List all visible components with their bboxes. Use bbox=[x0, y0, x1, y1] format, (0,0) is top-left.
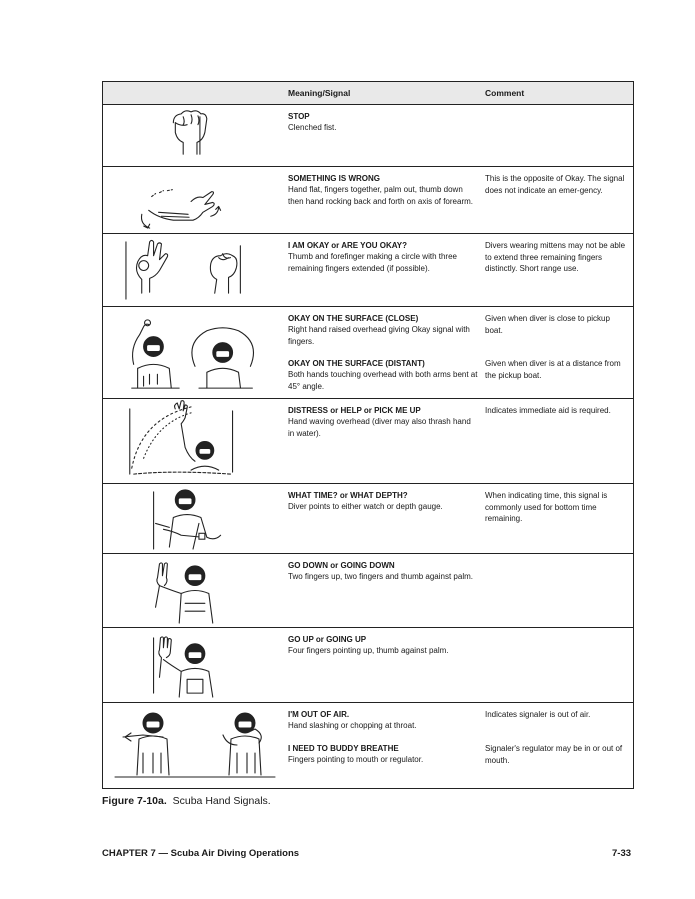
figure-caption bbox=[102, 795, 271, 807]
signal-title: GO UP or GOING UP bbox=[288, 635, 367, 644]
signal-description: Hand flat, fingers together, palm out, thumb down then hand rocking back and forth on axis of forearm. bbox=[288, 185, 473, 206]
signal-comment: This is the opposite of Okay. The signal does not indicate an emer-gency. bbox=[485, 174, 625, 195]
table-row bbox=[103, 484, 633, 554]
signal-title: OKAY ON THE SURFACE (DISTANT) bbox=[288, 359, 425, 368]
clenched-fist-illustration bbox=[103, 105, 287, 166]
table-row bbox=[103, 307, 633, 399]
signal-title: STOP bbox=[288, 112, 310, 121]
table-row bbox=[103, 167, 633, 234]
table-row bbox=[103, 703, 633, 790]
diver-four-fingers-up-illustration bbox=[103, 628, 287, 702]
signal-comment: Signaler's regulator may be in or out of mouth. bbox=[485, 744, 623, 765]
chapter-footer: CHAPTER 7 — Scuba Air Diving Operations bbox=[102, 848, 300, 859]
table-row bbox=[103, 234, 633, 307]
page-number: 7-33 bbox=[612, 848, 632, 859]
signal-description: Four fingers pointing up, thumb against palm. bbox=[288, 646, 449, 655]
table-row bbox=[103, 399, 633, 484]
rocking-flat-hand-illustration bbox=[103, 167, 287, 233]
signal-comment: Indicates signaler is out of air. bbox=[485, 710, 591, 719]
signal-comment: When indicating time, this signal is commonly used for bottom time remaining. bbox=[485, 491, 608, 523]
signal-title: OKAY ON THE SURFACE (CLOSE) bbox=[288, 314, 419, 323]
signal-description: Two fingers up, two fingers and thumb against palm. bbox=[288, 572, 473, 581]
table-row bbox=[103, 105, 633, 167]
figure-label: Figure 7-10a. bbox=[102, 795, 167, 807]
table-row bbox=[103, 628, 633, 703]
signal-title: I NEED TO BUDDY BREATHE bbox=[288, 744, 399, 753]
signal-description: Thumb and forefinger making a circle with three remaining fingers extended (if possible). bbox=[288, 252, 457, 273]
diver-out-of-air-illustration bbox=[103, 703, 287, 790]
signal-description: Diver points to either watch or depth gauge. bbox=[288, 502, 443, 511]
header-meaning: Meaning/Signal bbox=[288, 88, 351, 98]
signal-title: I AM OKAY or ARE YOU OKAY? bbox=[288, 241, 407, 250]
signal-title: I'M OUT OF AIR. bbox=[288, 710, 350, 719]
signal-title: WHAT TIME? or WHAT DEPTH? bbox=[288, 491, 408, 500]
hand-signals-table bbox=[102, 81, 634, 789]
diver-two-fingers-down-illustration bbox=[103, 554, 287, 627]
signal-comment: Given when diver is at a distance from the pickup boat. bbox=[485, 359, 621, 380]
signal-title: SOMETHING IS WRONG bbox=[288, 174, 380, 183]
signal-title: GO DOWN or GOING DOWN bbox=[288, 561, 395, 570]
signal-description: Clenched fist. bbox=[288, 123, 337, 132]
signal-comment: Indicates immediate aid is required. bbox=[485, 406, 611, 415]
diver-waving-for-help-illustration bbox=[103, 399, 287, 483]
table-header bbox=[103, 82, 633, 105]
signal-description: Fingers pointing to mouth or regulator. bbox=[288, 755, 424, 764]
signal-title: DISTRESS or HELP or PICK ME UP bbox=[288, 406, 421, 415]
diver-okay-on-surface-illustration bbox=[103, 307, 287, 398]
signal-description: Hand waving overhead (diver may also thrash hand in water). bbox=[288, 417, 471, 438]
signal-description: Hand slashing or chopping at throat. bbox=[288, 721, 417, 730]
signal-description: Both hands touching overhead with both arms bent at 45° angle. bbox=[288, 370, 478, 391]
header-comment: Comment bbox=[485, 88, 525, 98]
signal-comment: Given when diver is close to pickup boat. bbox=[485, 314, 610, 335]
okay-hand-sign-illustration bbox=[103, 234, 287, 306]
signal-comment: Divers wearing mittens may not be able to extend three remaining fingers distinctly. Short range use. bbox=[485, 241, 626, 273]
signal-description: Right hand raised overhead giving Okay signal with fingers. bbox=[288, 325, 470, 346]
figure-title: Scuba Hand Signals. bbox=[172, 795, 271, 807]
table-row bbox=[103, 554, 633, 628]
diver-pointing-to-watch-illustration bbox=[103, 484, 287, 553]
